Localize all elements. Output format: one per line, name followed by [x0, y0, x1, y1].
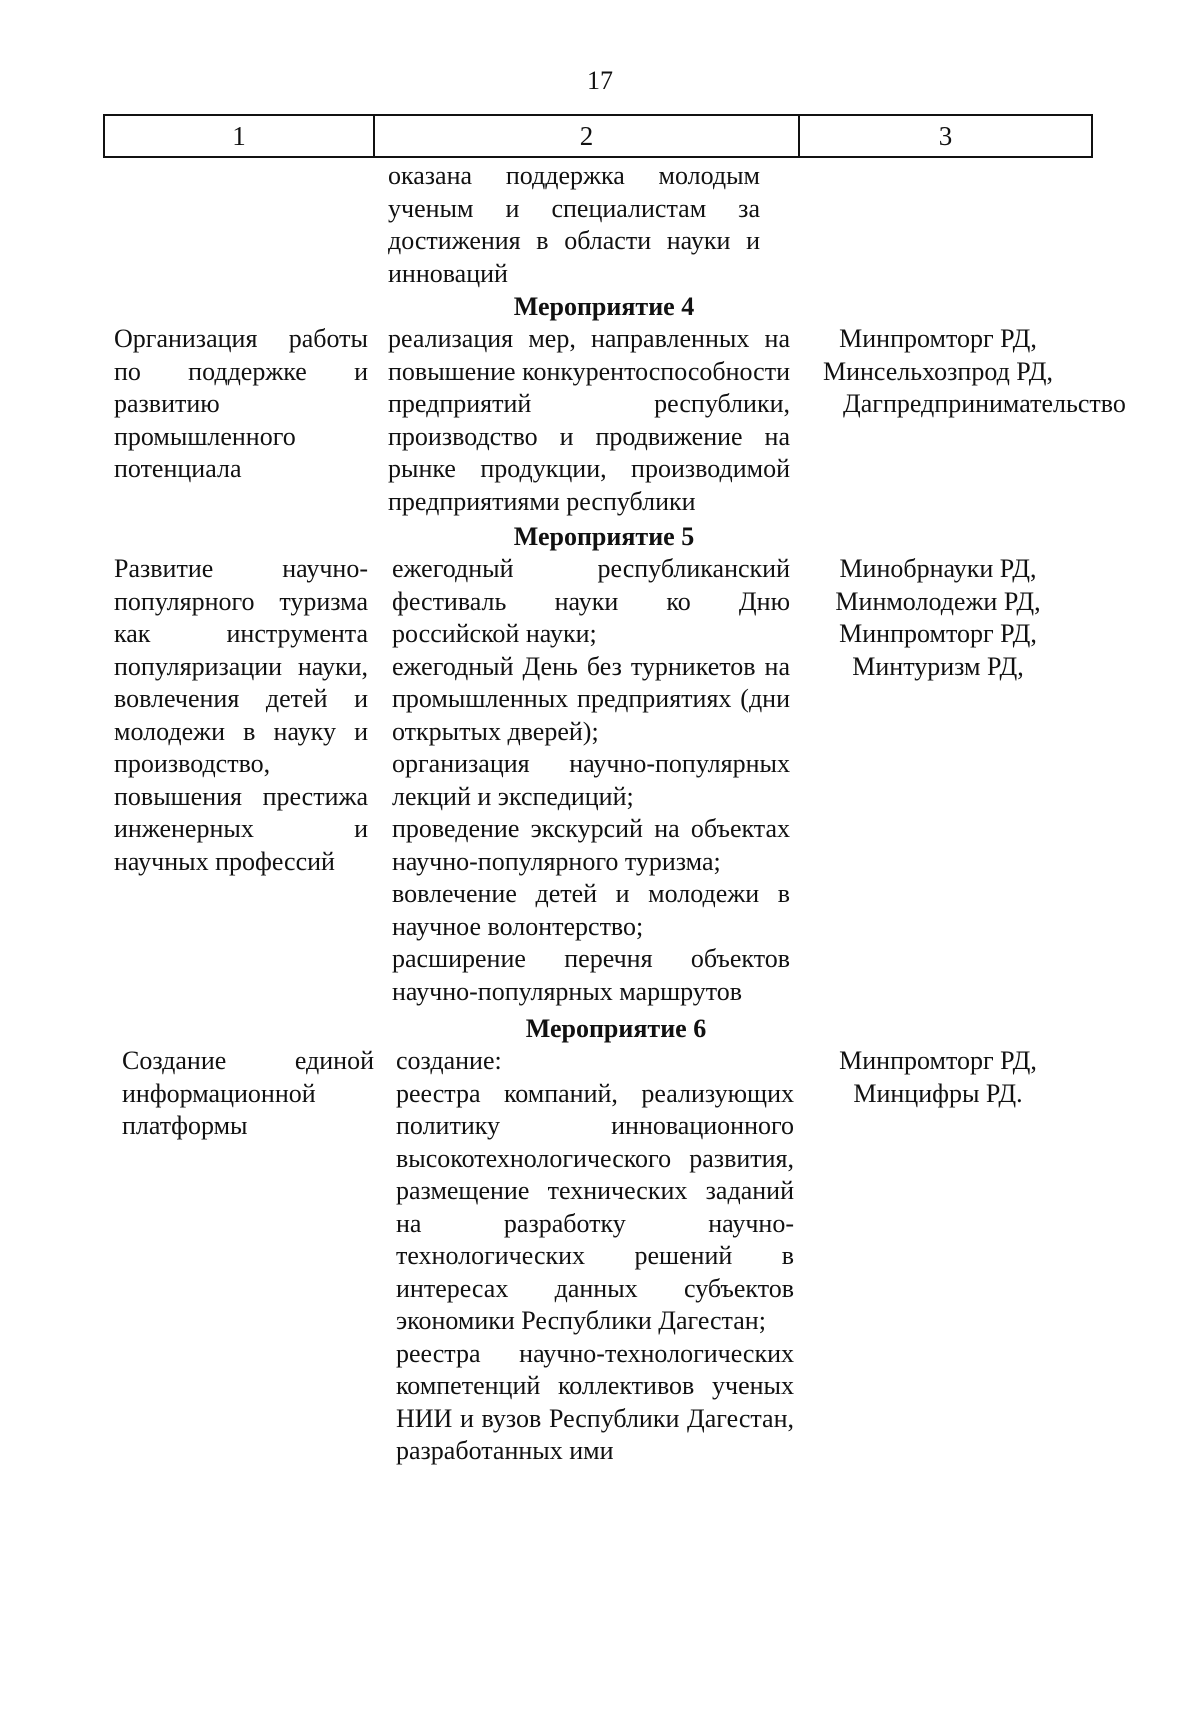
responsible-item: Минпромторг РД,	[839, 1046, 1037, 1075]
table-header	[103, 114, 1093, 158]
event-responsible	[803, 1045, 1073, 1110]
event-title: Мероприятие 5	[513, 522, 695, 551]
event-row	[0, 323, 1200, 518]
page-number: 17	[587, 66, 613, 95]
measure-item: ежегодный День без турникетов на промышленных предприятиях (дни открытых дверей);	[392, 651, 790, 746]
responsible-item: Минтуризм РД,	[852, 651, 1024, 681]
measure-item: реестра компаний, реализующих политику инновационного высокотехнологического развития, размещение технических заданий на разработку научно-технологических решений в интересах данных субъектов экономики Республики Дагестан;	[396, 1078, 794, 1335]
event-row	[0, 553, 1200, 1008]
continuation-row	[0, 160, 1200, 290]
measure-item: проведение экскурсий на объектах научно-популярного туризма;	[392, 814, 790, 876]
event-measures	[388, 323, 790, 518]
measure-item: вовлечение детей и молодежи в научное волонтерство;	[392, 879, 790, 941]
event-measures	[396, 1045, 794, 1468]
header-col-2: 2	[375, 116, 800, 156]
measure-item: организация научно-популярных лекций и экспедиций;	[392, 749, 790, 811]
header-col-1: 1	[105, 116, 375, 156]
responsible-item: Минцифры РД.	[853, 1078, 1023, 1108]
event-name: Организация работы по поддержке и развитию промышленного потенциала	[114, 324, 368, 483]
responsible-item: Минобрнауки РД,	[839, 554, 1037, 583]
event-responsible	[803, 323, 1126, 421]
event-name: Создание единой информационной платформы	[122, 1046, 374, 1140]
event-responsible	[803, 553, 1073, 683]
responsible-item: Минпромторг РД,	[839, 324, 1037, 353]
event-measures	[392, 553, 790, 1008]
responsible-item: Минсельхозпрод РД,	[822, 356, 1054, 386]
continuation-text: оказана поддержка молодым ученым и специалистам за достижения в области науки и инноваций	[388, 161, 760, 288]
responsible-item: Дагпредпринимательство	[843, 389, 1126, 418]
measure-item: реестра научно-технологических компетенций коллективов ученых НИИ и вузов Республики Дагестан, разработанных ими	[396, 1338, 794, 1465]
measure-item: создание:	[396, 1046, 502, 1075]
event-row	[0, 1045, 1200, 1468]
responsible-item: Минмолодежи РД,	[835, 586, 1041, 616]
measure-item: ежегодный республиканский фестиваль науки ко Дню российской науки;	[392, 554, 790, 648]
event-title: Мероприятие 6	[525, 1014, 707, 1043]
measure-item: реализация мер, направленных на повышение конкурентоспособности предприятий республики, производство и продвижение на рынке продукции, производимой предприятиями республики	[388, 324, 790, 516]
event-name: Развитие научно-популярного туризма как инструмента популяризации науки, вовлечения детей и молодежи в науку и производство, повышения престижа инженерных и научных профессий	[114, 554, 368, 876]
measure-item: расширение перечня объектов научно-популярных маршрутов	[392, 944, 790, 1006]
table-body	[0, 160, 1200, 1468]
responsible-item: Минпромторг РД,	[839, 619, 1037, 648]
event-title: Мероприятие 4	[513, 292, 695, 321]
header-col-3: 3	[938, 120, 953, 151]
